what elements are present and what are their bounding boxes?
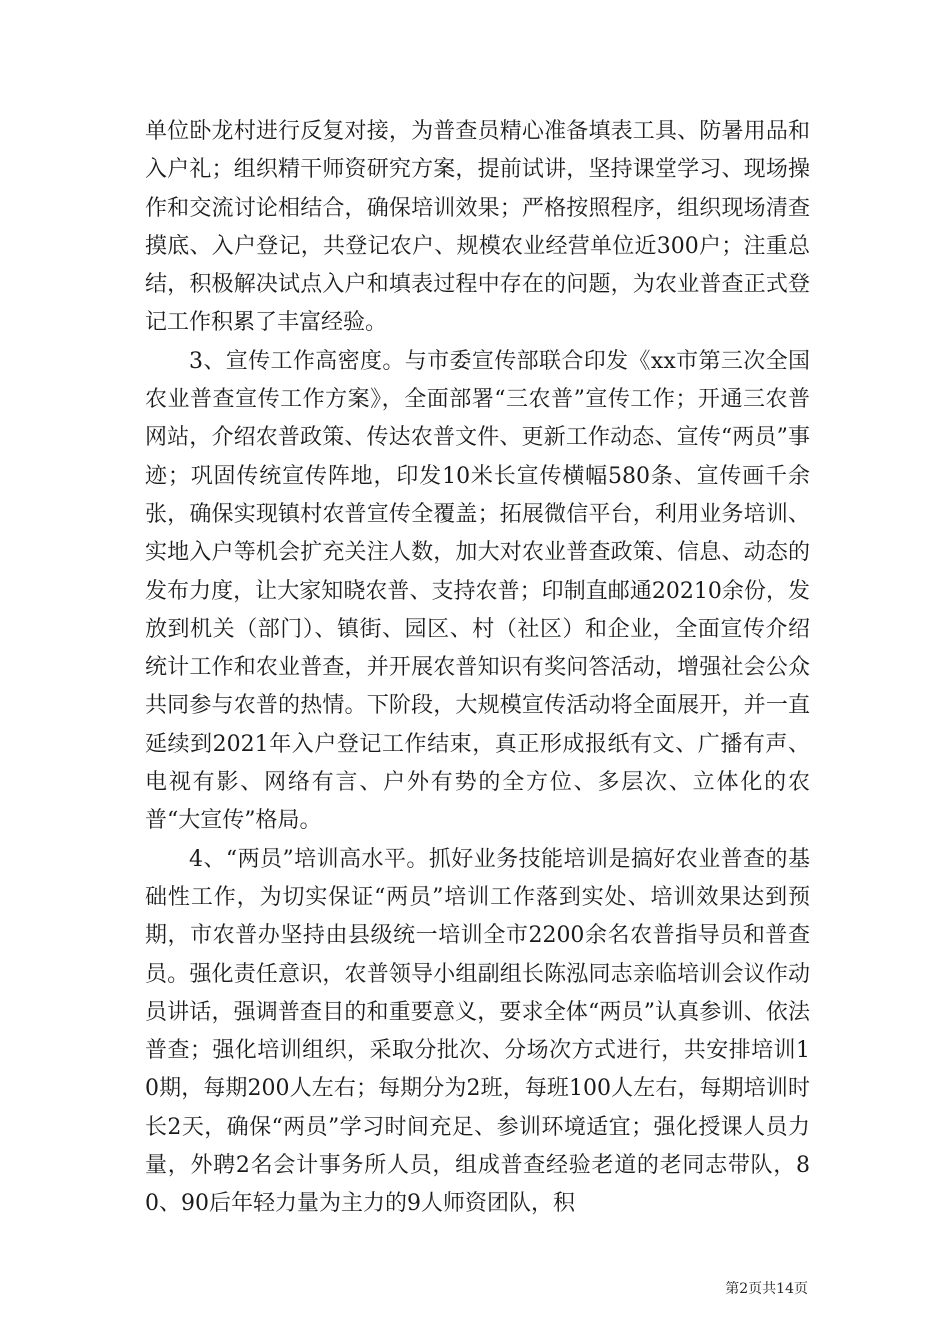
page-number: 第2页共14页 (725, 1281, 808, 1297)
paragraph-continued: 单位卧龙村进行反复对接，为普查员精心准备填表工具、防暑用品和入户礼；组织精干师资研究方案，提前试讲，坚持课堂学习、现场操作和交流讨论相结合，确保培训效果；严格按照程序，组织现场清查摸底、入户登记，共登记农户、规模农业经营单位近300户；注重总结，积极解决试点入户和填表过程中存在的问题，为农业普查正式登记工作积累了丰富经验。 (145, 119, 810, 336)
document-body (145, 113, 810, 1224)
paragraph-publicity: 3、宣传工作高密度。与市委宣传部联合印发《xx市第三次全国农业普查宣传工作方案》，全面部署“三农普”宣传工作；开通三农普网站，介绍农普政策、传达农普文件、更新工作动态、宣传“两员”事迹；巩固传统宣传阵地，印发10米长宣传横幅580条、宣传画千余张，确保实现镇村农普宣传全覆盖；拓展微信平台，利用业务培训、实地入户等机会扩充关注人数，加大对农业普查政策、信息、动态的发布力度，让大家知晓农普、支持农普；印制直邮通20210余份，发放到机关（部门）、镇街、园区、村（社区）和企业，全面宣传介绍统计工作和农业普查，并开展农普知识有奖问答活动，增强社会公众共同参与农普的热情。下阶段，大规模宣传活动将全面展开，并一直延续到2021年入户登记工作结束，真正形成报纸有文、广播有声、电视有影、网络有言、户外有势的全方位、多层次、立体化的农普“大宣传”格局。 (145, 348, 810, 834)
paragraph-training: 4、“两员”培训高水平。抓好业务技能培训是搞好农业普查的基础性工作，为切实保证“两员”培训工作落到实处、培训效果达到预期，市农普办坚持由县级统一培训全市2200余名农普指导员和普查员。强化责任意识，农普领导小组副组长陈泓同志亲临培训会议作动员讲话，强调普查目的和重要意义，要求全体“两员”认真参训、依法普查；强化培训组织，采取分批次、分场次方式进行，共安排培训10期，每期200人左右；每期分为2班，每班100人左右，每期培训时长2天，确保“两员”学习时间充足、参训环境适宜；强化授课人员力量，外聘2名会计事务所人员，组成普查经验老道的老同志带队，80、90后年轻力量为主力的9人师资团队，积 (145, 846, 810, 1217)
